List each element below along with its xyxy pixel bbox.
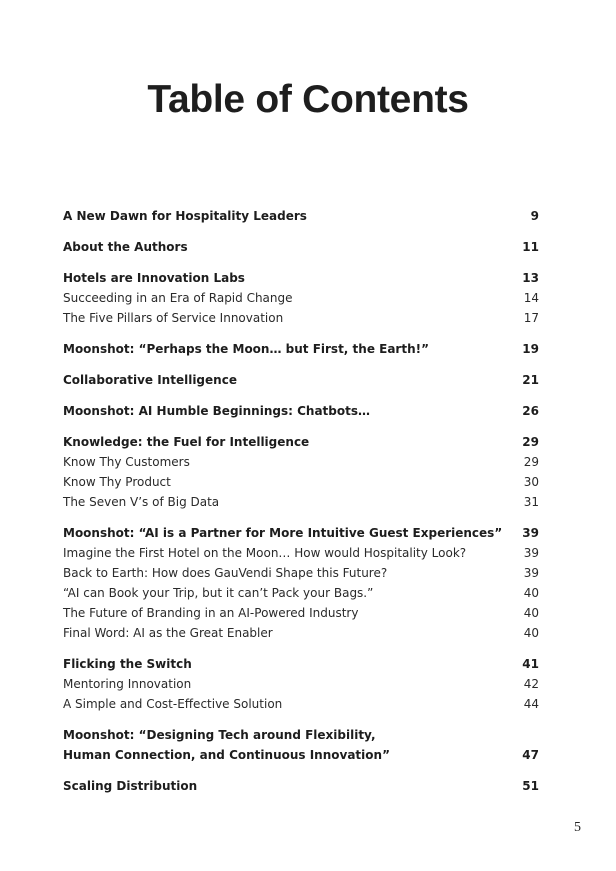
page-number: 5 [574,820,581,835]
toc-entry-page-number: 51 [522,779,539,793]
toc-entry-title: Moonshot: AI Humble Beginnings: Chatbots… [63,404,370,418]
toc-entry-title: Moonshot: “AI is a Partner for More Intuitive Guest Experiences” [63,526,503,540]
toc-section-entry [63,237,539,257]
toc-entry-title: Mentoring Innovation [63,677,192,691]
toc-subsection-entry [63,694,539,714]
toc-subsection-entry [63,472,539,492]
toc-entry-page-number: 44 [523,697,539,711]
toc-section-entry [63,401,539,421]
toc-section-entry [63,523,539,543]
toc-subsection-entry [63,288,539,308]
toc-entry-title: Collaborative Intelligence [63,373,237,387]
toc-entry-title: Scaling Distribution [63,779,198,793]
toc-entry-title: Flicking the Switch [63,657,192,671]
toc-entry-title: A Simple and Cost-Effective Solution [63,697,283,711]
toc-subsection-entry [63,308,539,328]
toc-entry-title: The Future of Branding in an AI-Powered Industry [63,606,359,620]
toc-entry-page-number: 14 [523,291,539,305]
toc-entry-title: Knowledge: the Fuel for Intelligence [63,435,310,449]
toc-entry-title: The Seven V’s of Big Data [63,495,220,509]
toc-subsection-entry [63,452,539,472]
toc-section-entry [63,776,539,796]
toc-entry-title: “AI can Book your Trip, but it can’t Pack your Bags.” [63,586,374,600]
toc-subsection-entry [63,674,539,694]
toc-entry-title: Moonshot: “Perhaps the Moon… but First, the Earth!” [63,342,429,356]
toc-entry-page-number: 47 [522,748,539,762]
toc-subsection-entry [63,623,539,643]
toc-section-entry [63,432,539,452]
toc-entry-title: Succeeding in an Era of Rapid Change [63,291,293,305]
toc-entry-title: Know Thy Product [63,475,171,489]
toc-entry-page-number: 17 [523,311,539,325]
toc-entry-title: Hotels are Innovation Labs [63,271,245,285]
toc-entry-title: Final Word: AI as the Great Enabler [63,626,273,640]
toc-section-entry [63,725,539,765]
toc-entry-page-number: 42 [523,677,539,691]
toc-entry-page-number: 21 [522,373,539,387]
toc-entry-page-number: 40 [523,606,539,620]
toc-entry-page-number: 30 [523,475,539,489]
toc-section-entry [63,268,539,288]
toc-subsection-entry [63,563,539,583]
toc-entry-page-number: 31 [523,495,539,509]
toc-entry-page-number: 41 [522,657,539,671]
toc-section-entry [63,370,539,390]
toc-entry-page-number: 40 [523,626,539,640]
toc-subsection-entry [63,603,539,623]
toc-entry-title: Know Thy Customers [63,455,190,469]
toc-subsection-entry [63,492,539,512]
toc-section-entry [63,206,539,226]
toc-entry-page-number: 9 [530,209,539,223]
toc-entry-page-number: 39 [523,546,539,560]
toc-entry-title: Moonshot: “Designing Tech around Flexibility, Human Connection, and Continuous Innovation” [63,728,390,762]
toc-entry-page-number: 13 [522,271,539,285]
table-of-contents [63,206,539,796]
toc-entry-page-number: 19 [522,342,539,356]
toc-entry-page-number: 39 [523,566,539,580]
toc-entry-page-number: 29 [523,455,539,469]
toc-entry-title: Imagine the First Hotel on the Moon… How would Hospitality Look? [63,546,467,560]
toc-entry-page-number: 39 [522,526,539,540]
toc-subsection-entry [63,543,539,563]
toc-entry-title: About the Authors [63,240,188,254]
toc-entry-title: A New Dawn for Hospitality Leaders [63,209,307,223]
toc-section-entry [63,654,539,674]
toc-entry-page-number: 26 [522,404,539,418]
toc-entry-page-number: 11 [522,240,539,254]
toc-entry-page-number: 29 [522,435,539,449]
toc-entry-title: The Five Pillars of Service Innovation [63,311,284,325]
page-title: Table of Contents [147,78,469,121]
toc-entry-page-number: 40 [523,586,539,600]
toc-section-entry [63,339,539,359]
toc-subsection-entry [63,583,539,603]
toc-entry-title: Back to Earth: How does GauVendi Shape this Future? [63,566,388,580]
